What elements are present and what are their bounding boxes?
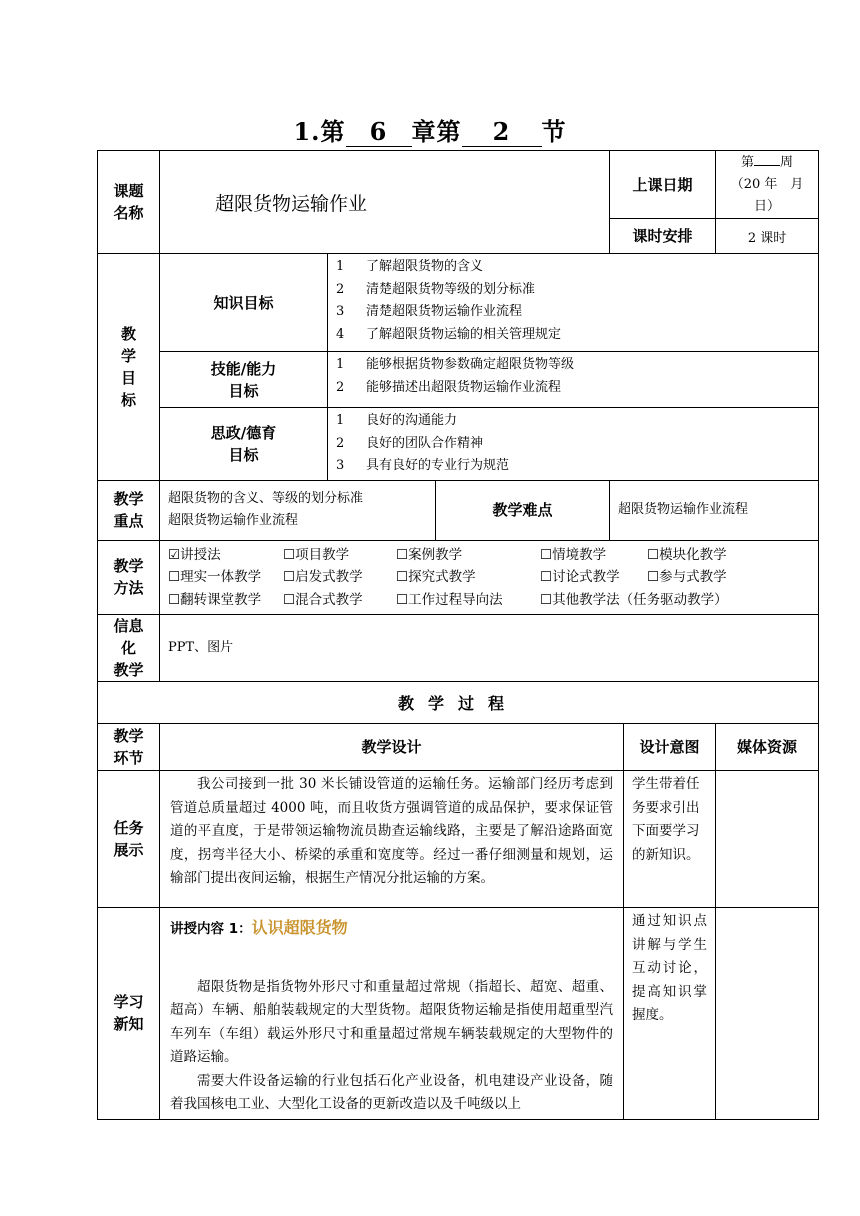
task-text (160, 771, 624, 908)
lesson-plan-table (97, 150, 819, 1120)
section-number: 2 (462, 118, 542, 147)
method-project-checkbox[interactable]: ☐项目教学 (283, 546, 350, 563)
task-paragraph: 我公司接到一批 30 米长铺设管道的运输任务。运输部门经历考虑到管道总质量超过 4000 吨，而且收货方强调管道的成品保护，要求保证管道的平直度，于是带领运输物流员勘查运输线路，主要是了解沿途路面宽度，拐弯半径大小、桥梁的承重和宽度等。经过一番仔细测量和规划，运输部门提出夜间运输，根据生产情况分批运输的方案。 (170, 776, 614, 886)
item-text: 能够描述出超限货物运输作业流程 (366, 379, 562, 395)
course-label-text: 课题 名称 (113, 182, 144, 222)
method-heuristic-checkbox[interactable]: ☐启发式教学 (283, 569, 363, 586)
item-number: 2 (336, 281, 345, 297)
hours-label: 课时安排 (610, 219, 716, 254)
list-item (336, 279, 810, 302)
method-blended-checkbox[interactable]: ☐混合式教学 (283, 591, 363, 608)
week-prefix: 第 (741, 155, 755, 170)
objectives-label (98, 254, 160, 481)
list-item (336, 256, 810, 279)
study-intent: 通过知识点讲解与学生互动讨论，提高知识掌握度。 (624, 908, 716, 1120)
moral-label-text: 思政/德育 目标 (210, 423, 277, 464)
list-item (336, 324, 810, 347)
title-suffix: 节 (541, 117, 567, 146)
process-title: 教学过程 (98, 682, 819, 724)
difficulty-text: 超限货物运输作业流程 (610, 480, 819, 540)
moral-list (328, 408, 819, 481)
focus-label (98, 480, 160, 540)
study-media (716, 908, 819, 1120)
focus-text-content: 超限货物的含义、等级的划分标准 超限货物运输作业流程 (168, 491, 364, 529)
method-case-checkbox[interactable]: ☐案例教学 (396, 546, 463, 563)
task-stage-text: 任务 展示 (113, 819, 144, 859)
method-other-checkbox[interactable]: ☐其他教学法（任务驱动教学） (540, 591, 728, 608)
knowledge-list (328, 254, 819, 352)
methods-options (160, 540, 819, 614)
design-header: 教学设计 (160, 724, 624, 771)
item-text: 良好的团队合作精神 (366, 435, 484, 451)
item-text: 清楚超限货物等级的划分标准 (366, 281, 536, 297)
methods-label (98, 540, 160, 614)
date-value (716, 151, 819, 219)
item-number: 4 (336, 326, 345, 342)
study-paragraph-1: 超限货物是指货物外形尺寸和重量超过常规（指超长、超宽、超重、超高）车辆、船舶装载规定的大型货物。超限货物运输是指使用超重型汽车列车（车组）载运外形尺寸和重量超过常规车辆装载规定的大型物件的道路运输。 (170, 978, 614, 1065)
week-blank (754, 151, 780, 166)
info-text: PPT、图片 (160, 615, 819, 682)
item-number: 1 (336, 357, 345, 372)
method-discussion-checkbox[interactable]: ☐讨论式教学 (540, 569, 620, 586)
method-lecture-checkbox[interactable]: ☑讲授法 (168, 546, 221, 563)
info-label-text: 信息 化 教学 (113, 617, 144, 679)
task-media (716, 771, 819, 908)
item-number: 3 (336, 304, 345, 320)
chapter-number: 6 (346, 118, 412, 147)
intent-header: 设计意图 (624, 724, 716, 771)
task-intent: 学生带着任务要求引出下面要学习的新知识。 (624, 771, 716, 908)
method-workprocess-checkbox[interactable]: ☐工作过程导向法 (396, 591, 503, 608)
method-situation-checkbox[interactable]: ☐情境教学 (540, 546, 607, 563)
knowledge-label: 知识目标 (160, 254, 328, 352)
method-integrated-checkbox[interactable]: ☐理实一体教学 (168, 569, 262, 586)
methods-label-text: 教学 方法 (113, 557, 144, 598)
method-participatory-checkbox[interactable]: ☐参与式教学 (647, 569, 727, 586)
title-middle: 章第 (411, 117, 462, 146)
hours-value: 2 课时 (716, 219, 819, 254)
week-suffix: 周 (780, 155, 794, 170)
list-item (336, 354, 810, 377)
item-number: 2 (336, 435, 345, 451)
skill-list (328, 352, 819, 408)
method-inquiry-checkbox[interactable]: ☐探究式教学 (396, 569, 476, 586)
study-text (160, 908, 624, 1120)
item-text: 良好的沟通能力 (366, 413, 458, 428)
page-title (0, 112, 860, 147)
lesson-head: 讲授内容 1： (170, 921, 252, 937)
list-item (336, 301, 810, 324)
item-text: 能够根据货物参数确定超限货物等级 (366, 357, 575, 372)
course-name: 超限货物运输作业 (160, 151, 610, 254)
info-label (98, 615, 160, 682)
item-number: 3 (336, 458, 345, 474)
item-text: 了解超限货物运输的相关管理规定 (366, 326, 562, 342)
item-text: 具有良好的专业行为规范 (366, 458, 510, 474)
study-stage (98, 908, 160, 1120)
item-text: 清楚超限货物运输作业流程 (366, 304, 523, 320)
difficulty-label: 教学难点 (436, 480, 610, 540)
stage-header (98, 724, 160, 771)
title-prefix: 1.第 (293, 117, 346, 146)
skill-label-text: 技能/能力 目标 (210, 359, 277, 400)
focus-text (160, 480, 436, 540)
moral-label (160, 408, 328, 481)
list-item (336, 377, 810, 400)
date-label: 上课日期 (610, 151, 716, 219)
item-text: 了解超限货物的含义 (366, 259, 484, 274)
lesson-title: 认识超限货物 (251, 918, 348, 937)
skill-label (160, 352, 328, 408)
study-paragraph-2: 需要大件设备运输的行业包括石化产业设备，机电建设产业设备，随着我国核电工业、大型化工设备的更新改造以及千吨级以上 (170, 1072, 614, 1112)
method-modular-checkbox[interactable]: ☐模块化教学 (647, 546, 727, 563)
item-number: 1 (336, 413, 345, 428)
date-line: （20 年 月 日） (730, 177, 817, 214)
list-item (336, 433, 810, 456)
study-stage-text: 学习 新知 (113, 993, 144, 1034)
focus-label-text: 教学 重点 (113, 490, 144, 531)
list-item (336, 410, 810, 433)
objectives-label-text: 教 学 目 标 (120, 324, 136, 409)
item-number: 2 (336, 379, 345, 395)
method-flipped-checkbox[interactable]: ☐翻转课堂教学 (168, 591, 262, 608)
item-number: 1 (336, 259, 345, 274)
media-header: 媒体资源 (716, 724, 819, 771)
course-label (98, 151, 160, 254)
list-item (336, 455, 810, 478)
stage-header-text: 教学 环节 (113, 727, 144, 767)
task-stage (98, 771, 160, 908)
